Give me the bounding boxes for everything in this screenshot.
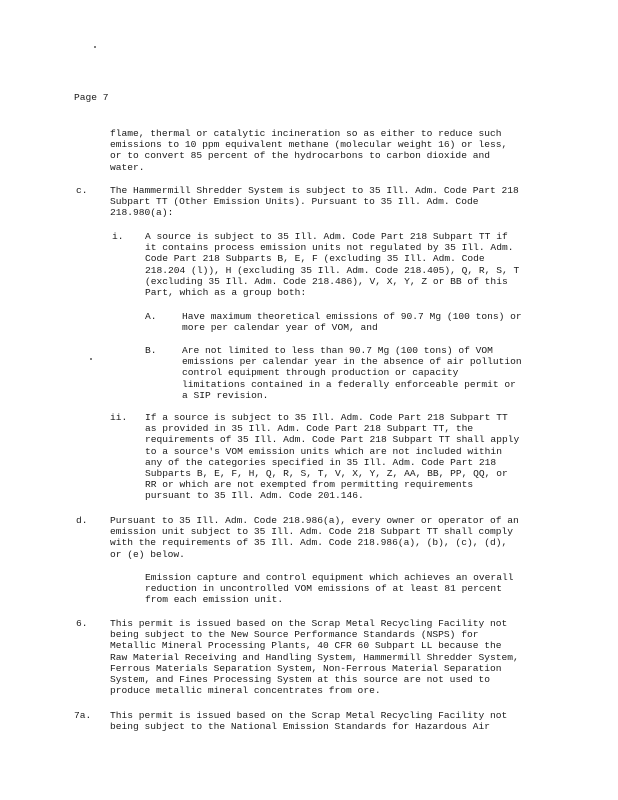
text-line: being subject to the New Source Performance Standards (NSPS) for bbox=[110, 629, 479, 641]
item-marker: B. bbox=[145, 345, 157, 356]
text-line: more per calendar year of VOM, and bbox=[182, 322, 378, 334]
item-c-i-A-paragraph bbox=[182, 311, 522, 333]
text-line: System, and Fines Processing System at this source are not used to bbox=[110, 673, 490, 685]
text-line: Are not limited to less than 90.7 Mg (100 tons) of VOM bbox=[182, 345, 493, 356]
text-line: This permit is issued based on the Scrap Metal Recycling Facility not bbox=[110, 710, 508, 721]
text-line: produce metallic mineral concentrates from ore. bbox=[110, 685, 381, 697]
page-label: Page 7 bbox=[74, 92, 109, 103]
text-line: Subparts B, E, F, H, Q, R, S, T, V, X, Y, Z, AA, BB, PP, QQ, or bbox=[145, 467, 508, 479]
text-line: If a source is subject to 35 Ill. Adm. Code Part 218 Subpart TT bbox=[145, 412, 508, 423]
text-line: (excluding 35 Ill. Adm. Code 218.486), V, X, Y, Z or BB of this bbox=[145, 275, 508, 287]
text-line: control equipment through production or capacity bbox=[182, 367, 459, 379]
item-7a-paragraph bbox=[110, 710, 507, 732]
text-line: from each emission unit. bbox=[145, 594, 284, 606]
item-marker: d. bbox=[76, 515, 88, 526]
text-line: water. bbox=[110, 161, 145, 173]
text-line: emission unit subject to 35 Ill. Adm. Code 218 Subpart TT shall comply bbox=[110, 526, 514, 538]
item-c-ii-paragraph bbox=[145, 412, 519, 502]
text-line: a SIP revision. bbox=[182, 389, 269, 401]
text-line: or (e) below. bbox=[110, 548, 185, 560]
text-line: 218.980(a): bbox=[110, 207, 174, 219]
item-marker: 6. bbox=[76, 618, 88, 629]
item-marker: 7a. bbox=[74, 710, 92, 721]
text-line: emissions to 10 ppm equivalent methane (molecular weight 16) or less, bbox=[110, 139, 508, 151]
scan-speck bbox=[90, 358, 92, 360]
text-line: pursuant to 35 Ill. Adm. Code 201.146. bbox=[145, 490, 364, 502]
text-line: Raw Material Receiving and Handling System, Hammermill Shredder System, bbox=[110, 651, 519, 663]
item-marker: ii. bbox=[110, 412, 128, 423]
text-line: requirements of 35 Ill. Adm. Code Part 218 Subpart TT shall apply bbox=[145, 434, 520, 446]
text-line: to a source's VOM emission units which are not included within bbox=[145, 445, 502, 457]
text-line: it contains process emission units not regulated by 35 Ill. Adm. bbox=[145, 242, 514, 254]
item-marker: A. bbox=[145, 311, 157, 322]
text-line: Code Part 218 Subparts B, E, F (excluding 35 Ill. Adm. Code bbox=[145, 253, 485, 265]
text-line: flame, thermal or catalytic incineration so as either to reduce such bbox=[110, 128, 502, 139]
text-line: Subpart TT (Other Emission Units). Pursuant to 35 Ill. Adm. Code bbox=[110, 196, 479, 208]
item-c-paragraph bbox=[110, 185, 519, 219]
item-marker: i. bbox=[112, 231, 124, 242]
item-c-i-B-paragraph bbox=[182, 345, 522, 401]
text-line: Ferrous Materials Separation System, Non-Ferrous Material Separation bbox=[110, 662, 502, 674]
text-line: any of the categories specified in 35 Ill. Adm. Code Part 218 bbox=[145, 456, 497, 468]
text-line: 218.204 (l)), H (excluding 35 Ill. Adm. Code 218.405), Q, R, S, T bbox=[145, 264, 520, 276]
item-c-i-paragraph bbox=[145, 231, 519, 298]
paragraph-continuation bbox=[110, 128, 507, 173]
text-line: Metallic Mineral Processing Plants, 40 CFR 60 Subpart LL because the bbox=[110, 640, 502, 652]
item-d-paragraph bbox=[110, 515, 519, 560]
text-line: reduction in uncontrolled VOM emissions of at least 81 percent bbox=[145, 583, 502, 595]
text-line: Have maximum theoretical emissions of 90.7 Mg (100 tons) or bbox=[182, 311, 522, 322]
item-d-sub-paragraph bbox=[145, 572, 513, 606]
item-marker: c. bbox=[76, 185, 88, 196]
text-line: RR or which are not exempted from permitting requirements bbox=[145, 479, 474, 491]
text-line: Emission capture and control equipment which achieves an overall bbox=[145, 572, 514, 583]
text-line: emissions per calendar year in the absence of air pollution bbox=[182, 356, 522, 368]
text-line: or to convert 85 percent of the hydrocarbons to carbon dioxide and bbox=[110, 150, 490, 162]
text-line: This permit is issued based on the Scrap Metal Recycling Facility not bbox=[110, 618, 508, 629]
scan-speck bbox=[94, 46, 96, 48]
item-6-paragraph bbox=[110, 618, 519, 696]
text-line: with the requirements of 35 Ill. Adm. Code 218.986(a), (b), (c), (d), bbox=[110, 537, 508, 549]
text-line: Pursuant to 35 Ill. Adm. Code 218.986(a), every owner or operator of an bbox=[110, 515, 519, 526]
text-line: Part, which as a group both: bbox=[145, 286, 307, 298]
text-line: limitations contained in a federally enforceable permit or bbox=[182, 378, 516, 390]
text-line: The Hammermill Shredder System is subject to 35 Ill. Adm. Code Part 218 bbox=[110, 185, 519, 196]
text-line: A source is subject to 35 Ill. Adm. Code Part 218 Subpart TT if bbox=[145, 231, 508, 242]
text-line: as provided in 35 Ill. Adm. Code Part 218 Subpart TT, the bbox=[145, 423, 474, 435]
text-line: being subject to the National Emission Standards for Hazardous Air bbox=[110, 721, 490, 733]
